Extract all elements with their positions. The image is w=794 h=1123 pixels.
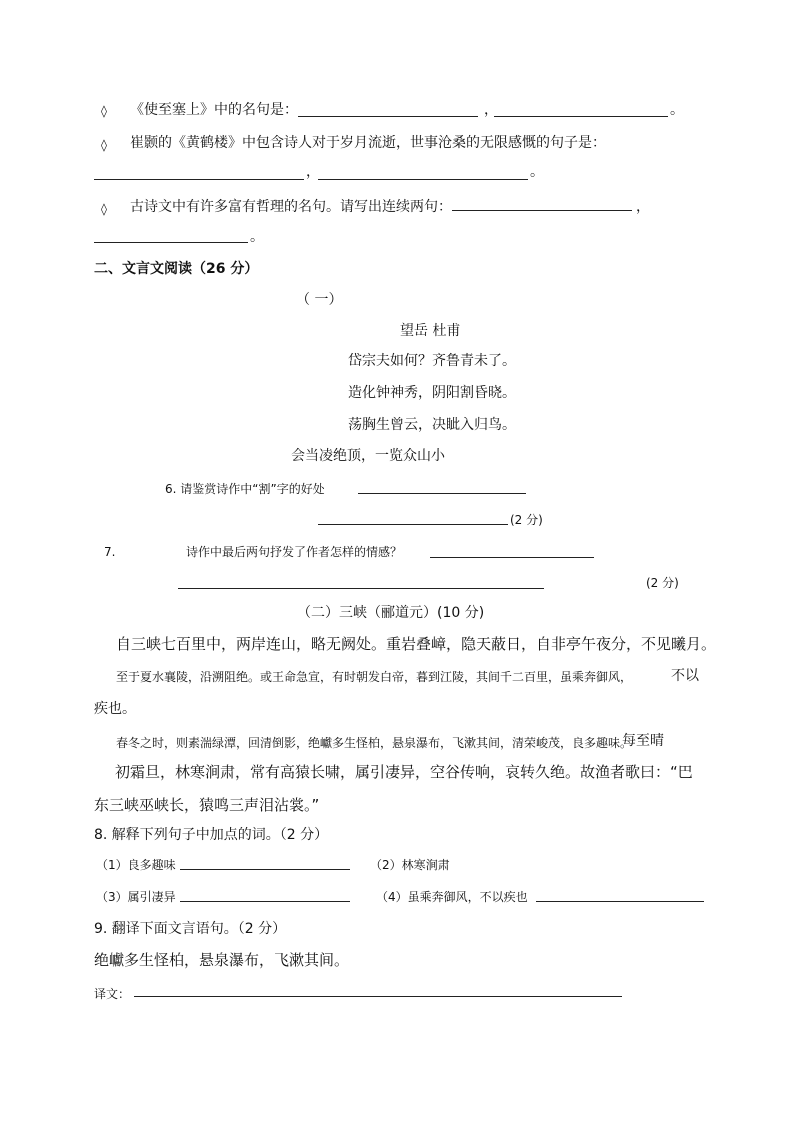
passage-line: 东三峡巫峡长，猿鸣三声泪沾裳。” <box>94 796 320 814</box>
question-item: （4）虽乘奔御风，不以疾也 <box>376 890 528 904</box>
answer-blank[interactable] <box>178 588 544 589</box>
question-text: 《使至塞上》中的名句是： <box>130 102 298 118</box>
poem-title: 望岳 杜甫 <box>400 323 461 339</box>
separator: ， <box>306 164 320 180</box>
passage-line: 至于夏水襄陵，沿溯阻绝。或王命急宣，有时朝发白帝，暮到江陵，其间千二百里，虽乘奔御风， <box>116 670 633 684</box>
answer-blank[interactable] <box>318 179 528 180</box>
score-label: (2 分) <box>646 576 679 590</box>
poem-line: 造化钟神秀，阴阳割昏晓。 <box>348 385 516 401</box>
question-text: 古诗文中有许多富有哲理的名句。请写出连续两句： <box>130 199 452 215</box>
answer-blank[interactable] <box>318 524 508 525</box>
answer-label: 译文： <box>94 987 131 1001</box>
answer-blank[interactable] <box>536 901 704 902</box>
part-heading: （二）三峡（郦道元）(10 分) <box>297 605 485 621</box>
passage-line: 初霜旦，林寒涧肃，常有高猿长啸，属引凄异，空谷传响，哀转久绝。故渔者歌曰：“巴 <box>115 763 693 781</box>
score-label: (2 分) <box>510 513 543 527</box>
section-heading: 二、文言文阅读（26 分） <box>94 261 259 277</box>
answer-blank[interactable] <box>94 242 248 243</box>
bullet-diamond: ◊ <box>101 202 107 216</box>
poem-line: 会当凌绝顶，一览众山小 <box>291 448 445 464</box>
separator: ， <box>636 199 650 215</box>
end-mark: 。 <box>530 164 544 180</box>
passage-line: 不以 <box>671 668 699 684</box>
question-text: 崔颢的《黄鹤楼》中包含诗人对于岁月流逝，世事沧桑的无限感慨的句子是： <box>130 135 606 151</box>
answer-blank[interactable] <box>430 557 594 558</box>
question-text: 诗作中最后两句抒发了作者怎样的情感？ <box>186 545 403 559</box>
question-item: （1）良多趣味 <box>96 858 176 872</box>
question-text: 6. 请鉴赏诗作中“割”字的好处 <box>165 482 325 496</box>
bullet-diamond: ◊ <box>101 138 107 152</box>
question-item: （3）属引凄异 <box>96 890 176 904</box>
answer-blank[interactable] <box>94 179 304 180</box>
answer-blank[interactable] <box>180 869 350 870</box>
poem-line: 岱宗夫如何？齐鲁青未了。 <box>348 353 516 369</box>
answer-blank[interactable] <box>298 116 478 117</box>
question-text: 8. 解释下列句子中加点的词。（2 分） <box>94 827 329 843</box>
answer-blank[interactable] <box>180 901 350 902</box>
source-sentence: 绝巘多生怪柏，悬泉瀑布，飞漱其间。 <box>94 951 350 969</box>
question-item: （2）林寒涧肃 <box>370 858 450 872</box>
answer-blank[interactable] <box>134 996 622 997</box>
end-mark: 。 <box>250 229 264 245</box>
answer-blank[interactable] <box>358 493 526 494</box>
passage-line: 春冬之时，则素湍绿潭，回清倒影，绝巘多生怪柏，悬泉瀑布，飞漱其间，清荣峻茂，良多趣味。 <box>116 736 633 750</box>
answer-blank[interactable] <box>452 210 632 211</box>
passage-line: 每至晴 <box>622 733 664 749</box>
passage-line: 自三峡七百里中，两岸连山，略无阙处。重岩叠嶂，隐天蔽日，自非亭午夜分，不见曦月。 <box>116 635 717 653</box>
bullet-diamond: ◊ <box>101 104 107 118</box>
question-number: 7. <box>104 545 116 559</box>
separator: ， <box>484 102 498 118</box>
question-text: 9. 翻译下面文言语句。（2 分） <box>94 921 287 937</box>
passage-line: 疾也。 <box>94 701 136 717</box>
answer-blank[interactable] <box>494 116 668 117</box>
poem-line: 荡胸生曾云，决眦入归鸟。 <box>348 417 516 433</box>
end-mark: 。 <box>670 102 684 118</box>
part-heading: （ 一） <box>296 292 343 308</box>
